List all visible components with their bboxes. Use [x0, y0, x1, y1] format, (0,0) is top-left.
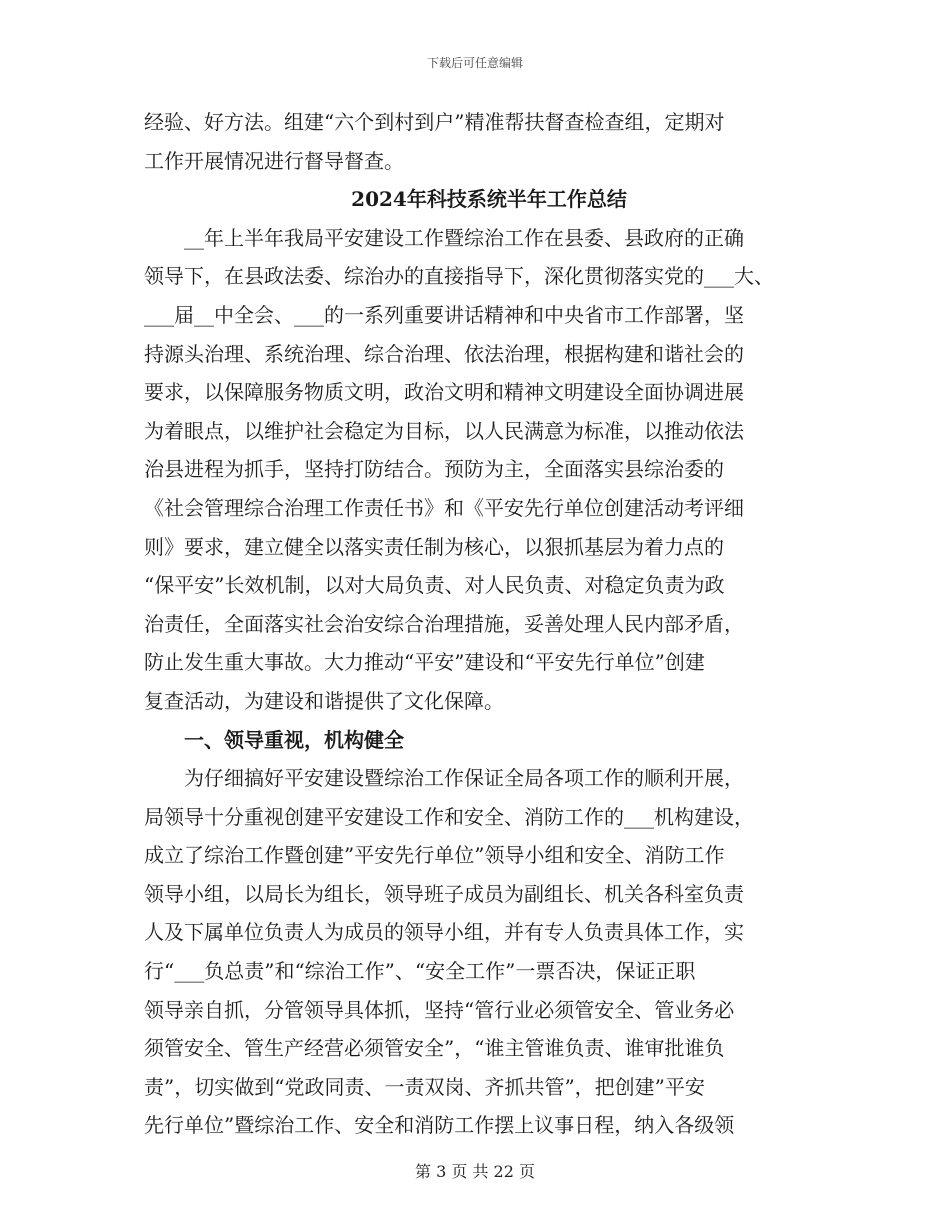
section-line: 领导亲自抓，分管领导具体抓，坚持“管行业必须管安全、管业务必	[144, 997, 735, 1022]
intro-line: 领导下，在县政法委、综治办的直接指导下，深化贯彻落实党的___大、	[144, 264, 774, 289]
section-line: 局领导十分重视创建平安建设工作和安全、消防工作的___机构建设，	[144, 804, 754, 829]
body-line: 经验、好方法。组建“六个到村到户”精准帮扶督查检查组，定期对	[144, 110, 725, 134]
intro-line: __年上半年我局平安建设工作暨综治工作在县委、县政府的正确	[184, 225, 744, 250]
section-heading: 一、领导重视，机构健全	[184, 727, 404, 752]
intro-line: 防止发生重大事故。大力推动“平安”建设和“平安先行单位”创建	[144, 650, 705, 675]
page-header-note: 下载后可任意编辑	[426, 56, 523, 70]
body-line: 工作开展情况进行督导督查。	[144, 148, 404, 173]
intro-line: 要求，以保障服务物质文明，政治文明和精神文明建设全面协调进展	[144, 380, 744, 405]
intro-line: 治县进程为抓手，坚持打防结合。预防为主，全面落实县综治委的	[144, 457, 724, 482]
section-line: 行“___负总责”和“综治工作”、“安全工作”一票否决，保证正职	[144, 959, 696, 984]
document-title: 2024年科技系统半年工作总结	[351, 187, 627, 212]
section-line: 须管安全、管生产经营必须管安全”，“谁主管谁负责、谁审批谁负	[144, 1036, 725, 1061]
page-number: 第 3 页 共 22 页	[415, 1162, 535, 1181]
intro-line: 《社会管理综合治理工作责任书》和《平安先行单位创建活动考评细	[144, 495, 744, 520]
intro-line: 复查活动，为建设和谐提供了文化保障。	[144, 688, 504, 713]
section-line: 人及下属单位负责人为成员的领导小组，并有专人负责具体工作，实	[144, 920, 744, 945]
intro-line: 治责任，全面落实社会治安综合治理措施，妥善处理人民内部矛盾，	[144, 611, 744, 636]
intro-line: “保平安”长效机制，以对大局负责、对人民负责、对稳定负责为政	[144, 573, 725, 598]
document-body	[144, 103, 824, 1145]
section-line: 先行单位”暨综治工作、安全和消防工作摆上议事日程，纳入各级领	[144, 1113, 735, 1138]
intro-line: 持源头治理、系统治理、综合治理、依法治理，根据构建和谐社会的	[144, 341, 744, 366]
intro-line: 为着眼点，以维护社会稳定为目标，以人民满意为标准，以推动依法	[144, 418, 744, 443]
section-line: 领导小组，以局长为组长，领导班子成员为副组长、机关各科室负责	[144, 881, 744, 906]
section-line: 为仔细搞好平安建设暨综治工作保证全局各项工作的顺利开展，	[184, 766, 744, 791]
section-line: 成立了综治工作暨创建”平安先行单位”领导小组和安全、消防工作	[144, 843, 725, 868]
section-line: 责”，切实做到“党政同责、一责双岗、齐抓共管”，把创建”平安	[144, 1074, 705, 1099]
intro-line: ___届__中全会、___的一系列重要讲话精神和中央省市工作部署，坚	[144, 302, 744, 327]
intro-line: 则》要求，建立健全以落实责任制为核心，以狠抓基层为着力点的	[144, 534, 724, 559]
